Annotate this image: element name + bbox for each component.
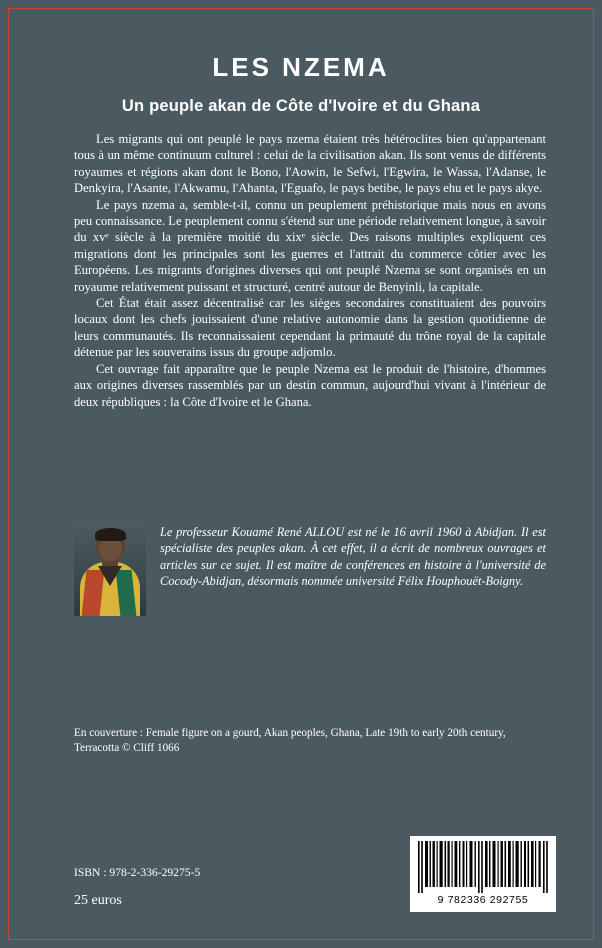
barcode (410, 836, 556, 912)
book-subtitle: Un peuple akan de Côte d'Ivoire et du Ghana (121, 97, 481, 115)
back-cover-blurb (74, 131, 546, 410)
author-photo (74, 520, 146, 616)
blurb-paragraph-3: Cet État était assez décentralisé car les sièges secondaires constituaient des pouvoirs locaux dont les chefs jouissaient d'une relative autonomie dans la gestion quotidienne de leurs communautés. Ils reconnaissaient cependant la primauté du trône royal de la capitale détenue par les souverains issus du groupe adjomlo. (74, 296, 546, 360)
blurb-paragraph-2: Le pays nzema a, semble-t-il, connu un peuplement préhistorique mais nous en avons peu connaissance. Le peuplement connu s'étend sur une période relativement longue, à savoir du xvᵉ siècle à la première moitié du xixᵉ siècle. Des raisons multiples expliquent ces migrations dont les principales sont les guerres et l'attrait du commerce côtier avec les Européens. Les migrants d'origines diverses qui ont peuplé Nzema se sont organisés en un royaume relativement puissant et structuré, centré autour de Benyinli, la capitale. (74, 197, 546, 294)
price-text: 25 euros (74, 893, 122, 908)
title-block (40, 52, 562, 116)
isbn-price-block (74, 866, 200, 909)
blurb-paragraph-4: Cet ouvrage fait apparaître que le peuple Nzema est le produit de l'histoire, d'hommes aux origines diverses rassemblés par un destin commun, aujourd'hui vivant à l'intérieur de deux républiques : la Côte d'Ivoire et le Ghana. (74, 361, 546, 409)
photo-hair (95, 528, 126, 541)
author-biography: Le professeur Kouamé René ALLOU est né le 16 avril 1960 à Abidjan. Il est spécialiste des peuples akan. À cet effet, il a écrit de nombreux ouvrages et articles sur ce sujet. Il est maître de conférences en histoire à l'université de Cocody-Abidjan, désormais nommée université Félix Houphouët-Boigny. (160, 525, 546, 589)
book-title: LES NZEMA (212, 52, 390, 82)
barcode-number: 9 782336 292755 (437, 894, 529, 906)
blurb-paragraph-1: Les migrants qui ont peuplé le pays nzema étaient très hétéroclites bien qu'appartenant tous à un même continuum culturel : celui de la civilisation akan. Ils sont venus de différents royaumes et régions akan dont le Bono, l'Aowin, le Sefwi, l'Egwira, le Wassa, l'Adanse, le Denkyira, l'Asante, l'Akwamu, l'Ahanta, l'Eguafo, le pays betibe, le pays ehu et le pays akye. (74, 132, 546, 196)
cover-image-credit: En couverture : Female figure on a gourd, Akan peoples, Ghana, Late 19th to early 20th century, Terracotta © Cliff 1066 (74, 727, 506, 754)
barcode-bars (416, 841, 550, 893)
isbn-text: ISBN : 978-2-336-29275-5 (74, 866, 201, 879)
author-block (74, 520, 546, 616)
